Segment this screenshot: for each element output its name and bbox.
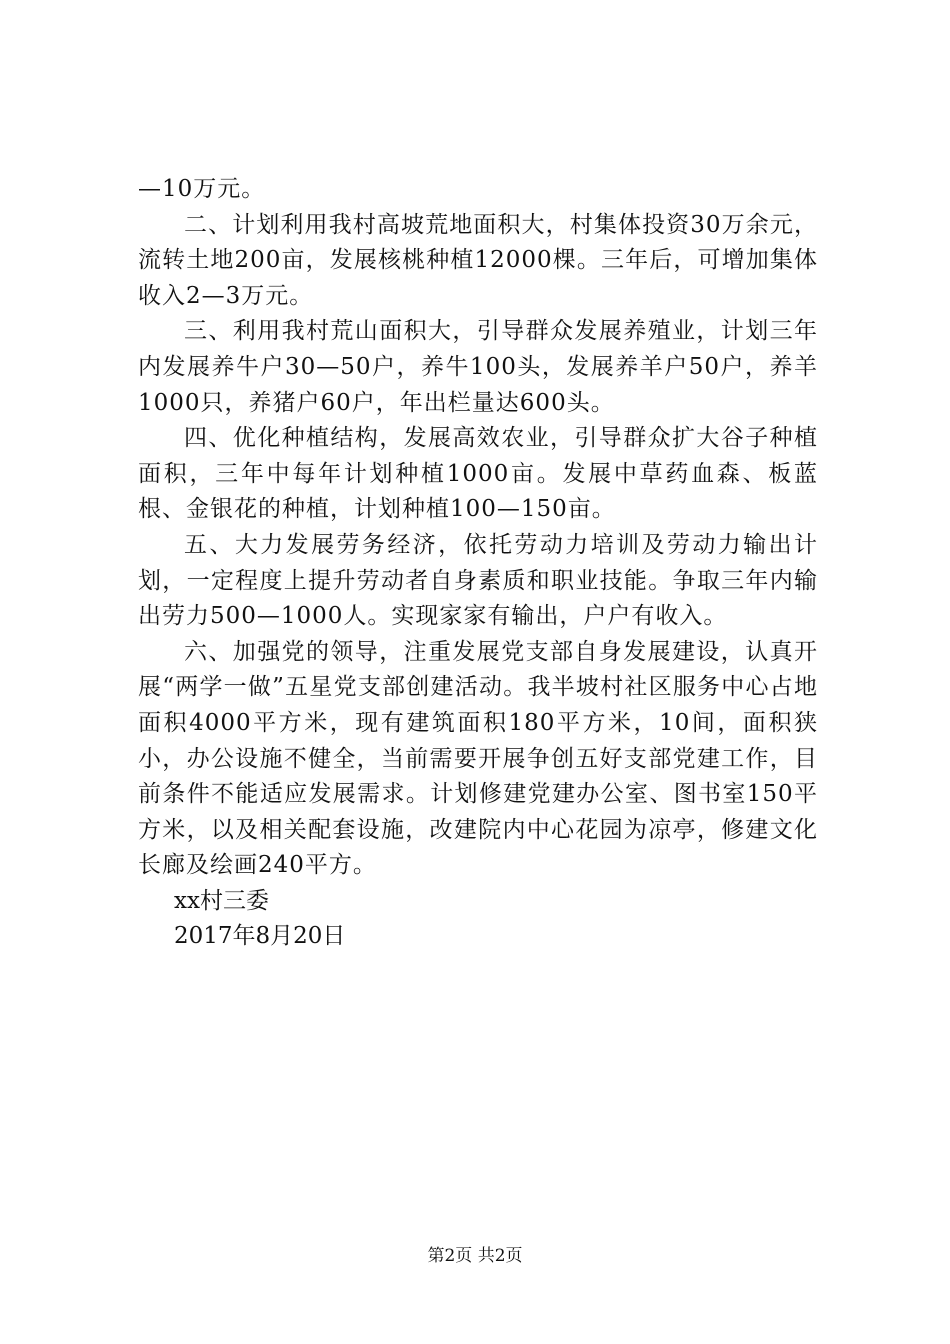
paragraph-item-6: 六、加强党的领导，注重发展党支部自身发展建设，认真开展“两学一做”五星党支部创建活动。我半坡村社区服务中心占地面积4000平方米，现有建筑面积180平方米，10间，面积狭小，办公设施不健全，当前需要开展争创五好支部党建工作，目前条件不能适应发展需求。计划修建党建办公室、图书室150平方米，以及相关配套设施，改建院内中心花园为凉亭，修建文化长廊及绘画240平方。 [138, 638, 818, 879]
paragraph-item-2: 二、计划利用我村高坡荒地面积大，村集体投资30万余元，流转土地200亩，发展核桃种植12000棵。三年后，可增加集体收入2—3万元。 [138, 211, 818, 309]
date: 2017年8月20日 [174, 923, 346, 950]
paragraph-continuation: —10万元。 [138, 176, 266, 202]
paragraph-item-5: 五、大力发展劳务经济，依托劳动力培训及劳动力输出计划，一定程度上提升劳动者自身素质和职业技能。争取三年内输出劳力500—1000人。实现家家有输出，户户有收入。 [138, 531, 818, 630]
paragraph-item-3: 三、利用我村荒山面积大，引导群众发展养殖业，计划三年内发展养牛户30—50户，养牛100头，发展养羊户50户，养羊1000只，养猪户60户，年出栏量达600头。 [138, 318, 818, 416]
page-number-footer: 第2页 共2页 [427, 1246, 523, 1266]
document-body [138, 172, 818, 955]
paragraph-item-4: 四、优化种植结构，发展高效农业，引导群众扩大谷子种植面积，三年中每年计划种植1000亩。发展中草药血森、板蓝根、金银花的种植，计划种植100—150亩。 [138, 425, 818, 523]
signature: xx村三委 [174, 887, 269, 914]
